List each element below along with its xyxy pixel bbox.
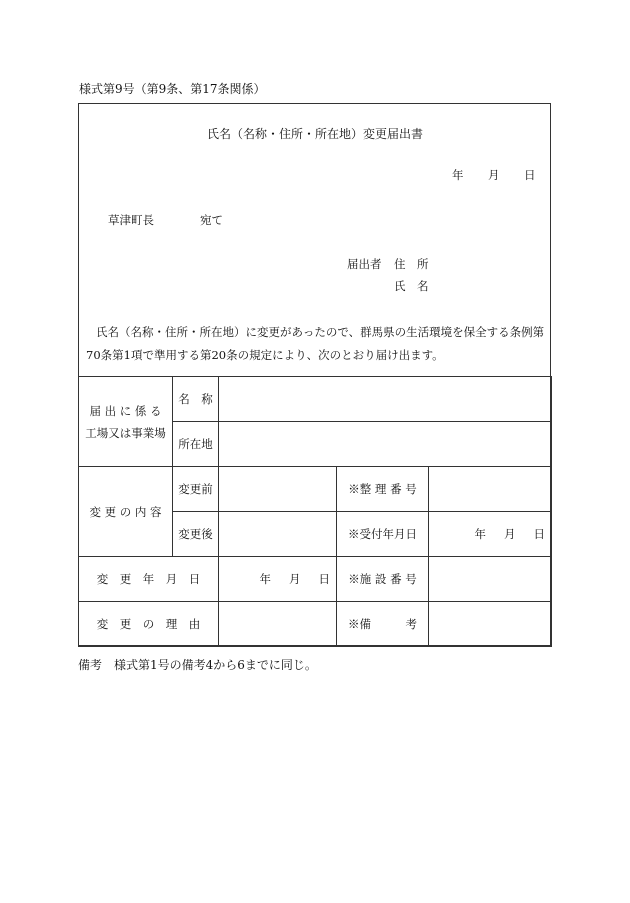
body-text: 氏名（名称・住所・所在地）に変更があったので、群馬県の生活環境を保全する条例第70条第1項で準用する第20条の規定により、次のとおり届け出ます。 bbox=[86, 325, 545, 362]
after-field[interactable] bbox=[219, 512, 337, 557]
name-label: 名 称 bbox=[173, 377, 219, 422]
table-row bbox=[79, 557, 552, 602]
before-label: 変更前 bbox=[173, 467, 219, 512]
factory-label-line1: 届 出 に 係 る bbox=[89, 403, 162, 418]
table-row bbox=[79, 602, 552, 647]
footer-note: 備考 様式第1号の備考4から6までに同じ。 bbox=[78, 658, 317, 672]
factory-label-line2: 工場又は事業場 bbox=[85, 425, 166, 440]
change-date-field[interactable] bbox=[219, 557, 337, 602]
facility-number-label: ※施 設 番 号 bbox=[337, 557, 429, 602]
addressee: 草津町長 bbox=[108, 213, 154, 227]
remarks-label: ※備 考 bbox=[337, 602, 429, 647]
change-year-label: 年 bbox=[259, 572, 271, 586]
date-month-label: 月 bbox=[488, 168, 500, 182]
ref-number-label: ※整 理 番 号 bbox=[337, 467, 429, 512]
details-table bbox=[78, 376, 552, 647]
remarks-field[interactable] bbox=[429, 602, 552, 647]
receipt-date-label: ※受付年月日 bbox=[337, 512, 429, 557]
sender-address-label: 住 所 bbox=[394, 257, 429, 271]
change-month-label: 月 bbox=[289, 572, 301, 586]
document-title: 氏名（名称・住所・所在地）変更届出書 bbox=[206, 127, 423, 141]
facility-number-field[interactable] bbox=[429, 557, 552, 602]
form-number: 様式第9号（第9条、第17条関係） bbox=[79, 82, 266, 96]
factory-label-cell bbox=[79, 377, 173, 467]
change-content-label: 変 更 の 内 容 bbox=[79, 467, 173, 557]
table-row bbox=[79, 377, 552, 422]
sender-name-label: 氏 名 bbox=[394, 279, 429, 293]
before-field[interactable] bbox=[219, 467, 337, 512]
receipt-day-label: 日 bbox=[533, 527, 546, 541]
reason-label: 変 更 の 理 由 bbox=[79, 602, 219, 647]
receipt-year-label: 年 bbox=[474, 527, 487, 541]
location-field[interactable] bbox=[219, 422, 552, 467]
ref-number-field[interactable] bbox=[429, 467, 552, 512]
addressee-suffix: 宛て bbox=[200, 213, 223, 227]
date-year-label: 年 bbox=[452, 168, 464, 182]
receipt-month-label: 月 bbox=[504, 527, 516, 541]
change-date-label: 変 更 年 月 日 bbox=[79, 557, 219, 602]
table-row bbox=[79, 467, 552, 512]
date-day-label: 日 bbox=[524, 168, 536, 182]
location-label: 所在地 bbox=[173, 422, 219, 467]
after-label: 変更後 bbox=[173, 512, 219, 557]
sender-label: 届出者 bbox=[347, 257, 382, 271]
reason-field[interactable] bbox=[219, 602, 337, 647]
change-day-label: 日 bbox=[318, 572, 330, 586]
receipt-date-field[interactable] bbox=[429, 512, 552, 557]
name-field[interactable] bbox=[219, 377, 552, 422]
